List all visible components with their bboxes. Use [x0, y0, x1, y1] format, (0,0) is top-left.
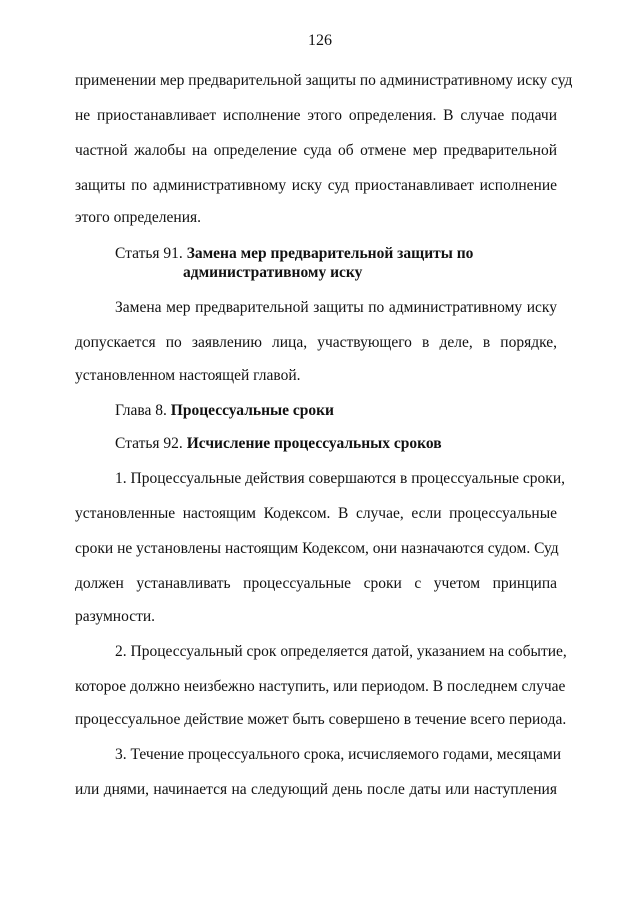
text-line: установленном настоящей главой. [75, 367, 301, 384]
article-91-title-line-2: административному иску [183, 264, 363, 281]
text-line: должен устанавливать процессуальные сроки с учетом принципа [75, 575, 557, 592]
text-line: сроки не установлены настоящим Кодексом, они назначаются судом. Суд [75, 540, 559, 557]
text-line: не приостанавливает исполнение этого определения. В случае подачи [75, 107, 557, 124]
article-91-prefix: Статья 91. [115, 245, 183, 262]
page-number: 126 [308, 32, 332, 49]
chapter-8-prefix: Глава 8. [115, 402, 167, 419]
text-line: или днями, начинается на следующий день после даты или наступления [75, 781, 557, 798]
article-91-heading [115, 244, 473, 264]
article-92-title: Исчисление процессуальных сроков [186, 435, 442, 452]
text-line: этого определения. [75, 209, 202, 226]
article-91-title-line-1: Замена мер предварительной защиты по [186, 245, 474, 262]
text-line: Замена мер предварительной защиты по административному иску [115, 299, 557, 316]
text-line: допускается по заявлению лица, участвующего в деле, в порядке, [75, 334, 557, 351]
text-line: защиты по административному иску суд приостанавливает исполнение [75, 177, 557, 194]
text-line: применении мер предварительной защиты по административному иску суд [75, 72, 573, 89]
text-line: процессуальное действие может быть совершено в течение всего периода. [75, 711, 567, 728]
article-92-prefix: Статья 92. [115, 435, 183, 452]
article-91-heading-cont [183, 263, 362, 283]
text-line: 2. Процессуальный срок определяется датой, указанием на событие, [115, 643, 567, 660]
chapter-8-title: Процессуальные сроки [170, 402, 334, 419]
text-line: разумности. [75, 608, 156, 625]
text-line: которое должно неизбежно наступить, или периодом. В последнем случае [75, 678, 566, 695]
text-line: 3. Течение процессуального срока, исчисляемого годами, месяцами [115, 746, 562, 763]
chapter-8-heading [115, 401, 334, 421]
text-line: установленные настоящим Кодексом. В случае, если процессуальные [75, 505, 557, 522]
text-line: частной жалобы на определение суда об отмене мер предварительной [75, 142, 557, 159]
article-92-heading [115, 434, 442, 454]
text-line: 1. Процессуальные действия совершаются в процессуальные сроки, [115, 470, 566, 487]
